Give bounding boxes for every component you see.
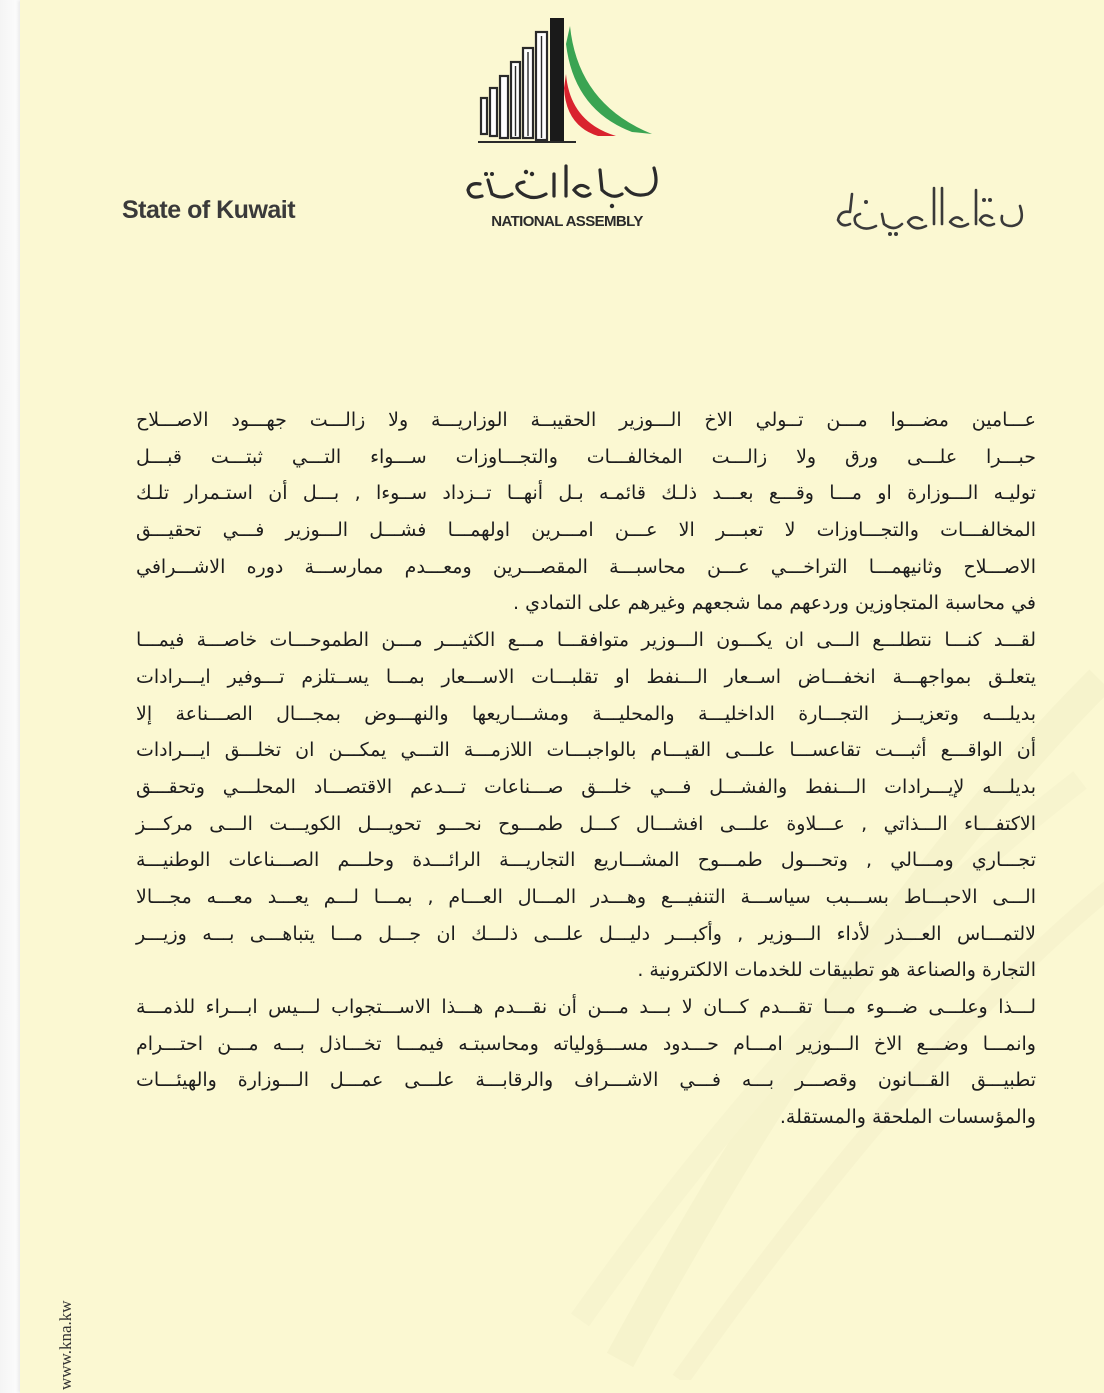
letter-line: توليـه الـــوزارة او مـــا وقـــع بعـــد ذلـك قائمـه بـل أنهــا تــزداد ســوءا , بـــل أن استـمرار تلـك [136, 482, 1036, 505]
letter-line: أن الواقـــع أثبـــت تقاعســـا علـــى القيـــام بالواجبـــات اللازمـــة التـــي يمكـــن ان تخلـــق ايـــرادات [136, 739, 1036, 762]
letter-line: الاكتفـــاء الـــذاتي , عـــلاوة علـــى افشـــال كـــل طمـــوح نحـــو تحويـــل الكويـــت الـــى مركـــز [136, 812, 1036, 835]
letter-line: في محاسبة المتجاوزين وردعهم مما شجعهم وغيرهم على التمادي . [513, 592, 1036, 615]
letter-line: الاصـــلاح وثانيهمـــا التراخـــي عـــن محاسبـــة المقصـــرين ومعـــدم ممارســـة دوره الاشـــرافي [136, 555, 1036, 578]
letter-line: عـــامين مضـــوا مـــن تــولي الاخ الـــوزير الحقيبــة الوزاريـــة ولا زالـــت جهـــود الاصـــلاح [136, 409, 1036, 431]
letter-line: تطبيـــق القـــانون وقصـــر بـــه فـــي الاشـــراف والرقابـــة علـــى عمـــل الـــوزارة والهيئـــات [136, 1069, 1036, 1092]
state-of-kuwait-arabic-logotype [830, 180, 1030, 240]
letter-line: حبـــرا علـــى ورق ولا زالـــت المخالفـــات والتجـــاوزات ســـواء التـــي ثبتـــت قبـــل [136, 445, 1036, 468]
letter-line: لالتمـــاس العـــذر لأداء الـــوزير , وأكبـــر دليـــل علـــى ذلـــك ان جـــل مـــا يتباهـــى بـــه وزيـــر [136, 922, 1036, 945]
letter-line: لقـــد كنـــا نتطلـــع الـــى ان يكـــون الـــوزير متوافقـــا مـــع الكثيـــر مـــن الطموحـــات خاصـــة فيمـــا [136, 629, 1036, 652]
letter-line: بديلـــه لإيـــرادات الـــنفط والفشـــل فـــي خلـــق صـــناعات تـــدعم الاقتصـــاد المحلـــي وتحقـــق [136, 775, 1036, 798]
website-footer [52, 1290, 92, 1390]
letter-line: الـــى الاحبـــاط بســـبب سياســـة التنفيـــع وهـــدر المـــال العـــام , بمـــا لـــم يعـــد معـــه مجـــالا [136, 885, 1036, 908]
national-assembly-label: NATIONAL ASSEMBLY [491, 213, 643, 230]
letter-line: والمؤسسات الملحقة والمستقلة. [779, 1106, 1036, 1129]
letter-line: بديلـــه وتعزيـــز التجـــارة الداخليـــة والمحليـــة ومشـــاريعها والنهـــوض بمجـــال الصـــناعة إلا [136, 702, 1036, 725]
letter-line: تجـــاري ومـــالي , وتحـــول طمـــوح المشـــاريع التجاريـــة الرائـــدة وحلـــم الصـــناعات الوطنيـــة [136, 849, 1036, 872]
page-edge [0, 0, 22, 1393]
national-assembly-emblem [466, 14, 666, 162]
national-assembly-arabic-logotype [462, 160, 668, 212]
letter-line: لـــذا وعلـــى ضـــوء مـــا تقـــدم كـــان لا بـــد مـــن أن نقـــدم هـــذا الاســـتجواب لـــيس ابـــراء للذمـــة [136, 996, 1036, 1018]
letter-line: التجارة والصناعة هو تطبيقات للخدمات الالكترونية . [637, 959, 1036, 982]
letter-line: المخالفـــات والتجـــاوزات لا تعبـــر الا عـــن امـــرين اولهمـــا فشـــل الـــوزير فـــي تحقيـــق [136, 519, 1036, 542]
letter-body [136, 402, 1036, 1136]
letter-line: وانمـــا وضـــع الاخ الـــوزير امـــام حـــدود مســـؤولياته ومحاسبتـه فيمـــا تخـــاذل بـــه مـــن احتـــرام [136, 1032, 1036, 1055]
website-url: www.kna.kw [56, 1300, 75, 1390]
state-of-kuwait-label: State of Kuwait [122, 196, 296, 224]
letter-line: يتعلـق بمواجهـــة انخفـــاض اســعار الـــنفط او تقلبـــات الاســـعار بمـــا يســتلزم تـــوفير ايـــرادات [136, 665, 1036, 688]
